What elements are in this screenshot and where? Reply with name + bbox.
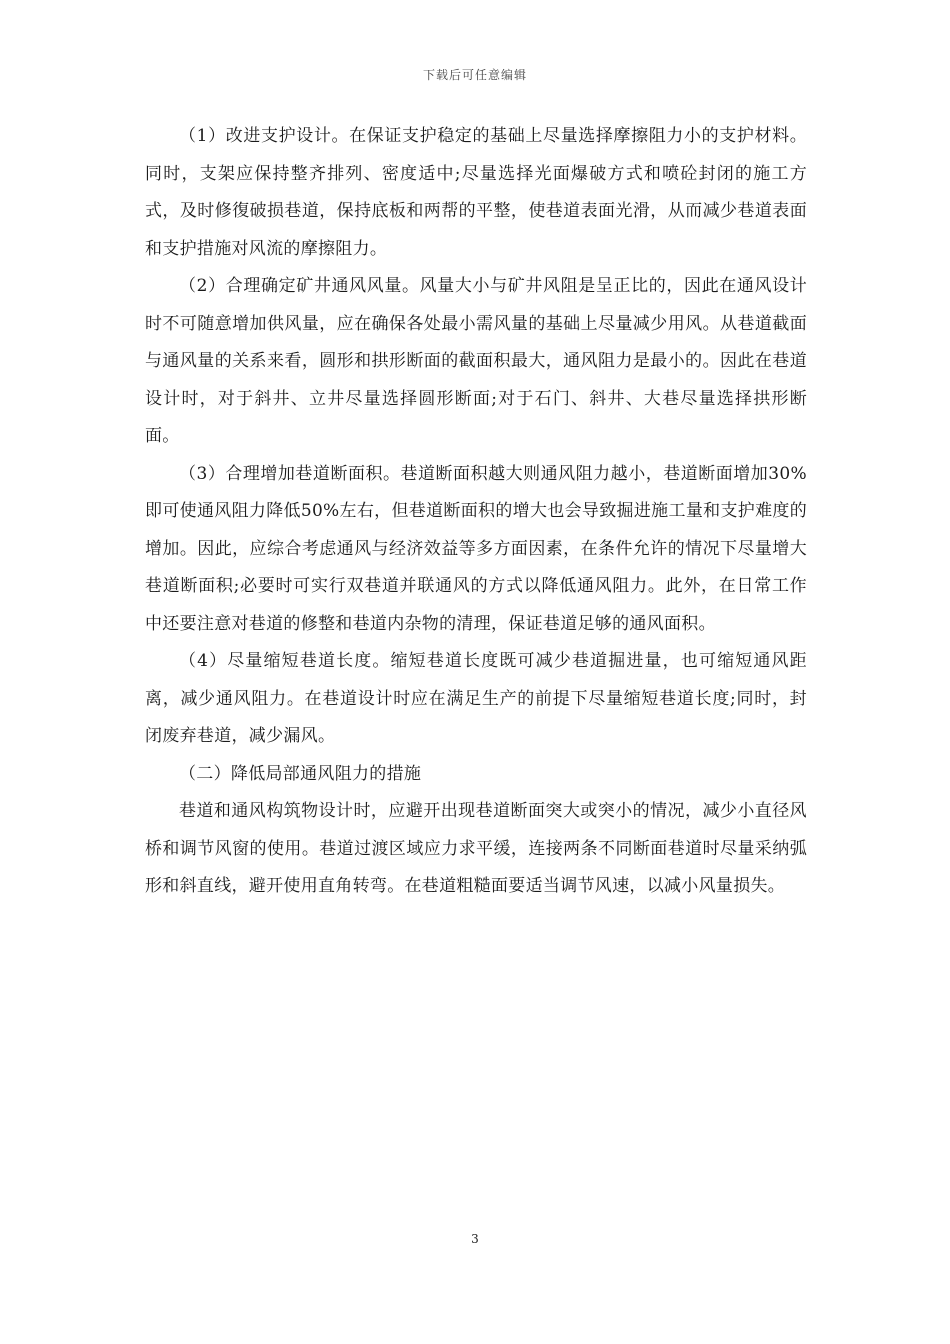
body-text [145,118,807,906]
paragraph-cross-section: （3）合理增加巷道断面积。巷道断面积越大则通风阻力越小，巷道断面增加30%即可使通风阻力降低50%左右，但巷道断面积的增大也会导致掘进施工量和支护难度的增加。因此，应综合考虑通风与经济效益等多方面因素，在条件允许的情况下尽量增大巷道断面积;必要时可实行双巷道并联通风的方式以降低通风阻力。此外，在日常工作中还要注意对巷道的修整和巷道内杂物的清理，保证巷道足够的通风面积。 [145,463,807,634]
page-number: 3 [471,1232,479,1246]
section-heading-local-resistance: （二）降低局部通风阻力的措施 [179,763,422,784]
page-header: 下载后可任意编辑 [422,68,527,82]
paragraph-local-resistance: 巷道和通风构筑物设计时，应避开出现巷道断面突大或突小的情况，减少小直径风桥和调节风窗的使用。巷道过渡区域应力求平缓，连接两条不同断面巷道时尽量采纳弧形和斜直线，避开使用直角转弯。在巷道粗糙面要适当调节风速，以减小风量损失。 [145,801,807,896]
paragraph-roadway-length: （4）尽量缩短巷道长度。缩短巷道长度既可减少巷道掘进量，也可缩短通风距离，减少通风阻力。在巷道设计时应在满足生产的前提下尽量缩短巷道长度;同时，封闭废弃巷道，减少漏风。 [145,651,807,746]
paragraph-air-volume: （2）合理确定矿井通风风量。风量大小与矿井风阻是呈正比的，因此在通风设计时不可随意增加供风量，应在确保各处最小需风量的基础上尽量减少用风。从巷道截面与通风量的关系来看，圆形和拱形断面的截面积最大，通风阻力是最小的。因此在巷道设计时，对于斜井、立井尽量选择圆形断面;对于石门、斜井、大巷尽量选择拱形断面。 [145,276,807,446]
paragraph-support-design: （1）改进支护设计。在保证支护稳定的基础上尽量选择摩擦阻力小的支护材料。同时，支架应保持整齐排列、密度适中;尽量选择光面爆破方式和喷砼封闭的施工方式，及时修復破损巷道，保持底板和两帮的平整，使巷道表面光滑，从而减少巷道表面和支护措施对风流的摩擦阻力。 [145,126,807,259]
